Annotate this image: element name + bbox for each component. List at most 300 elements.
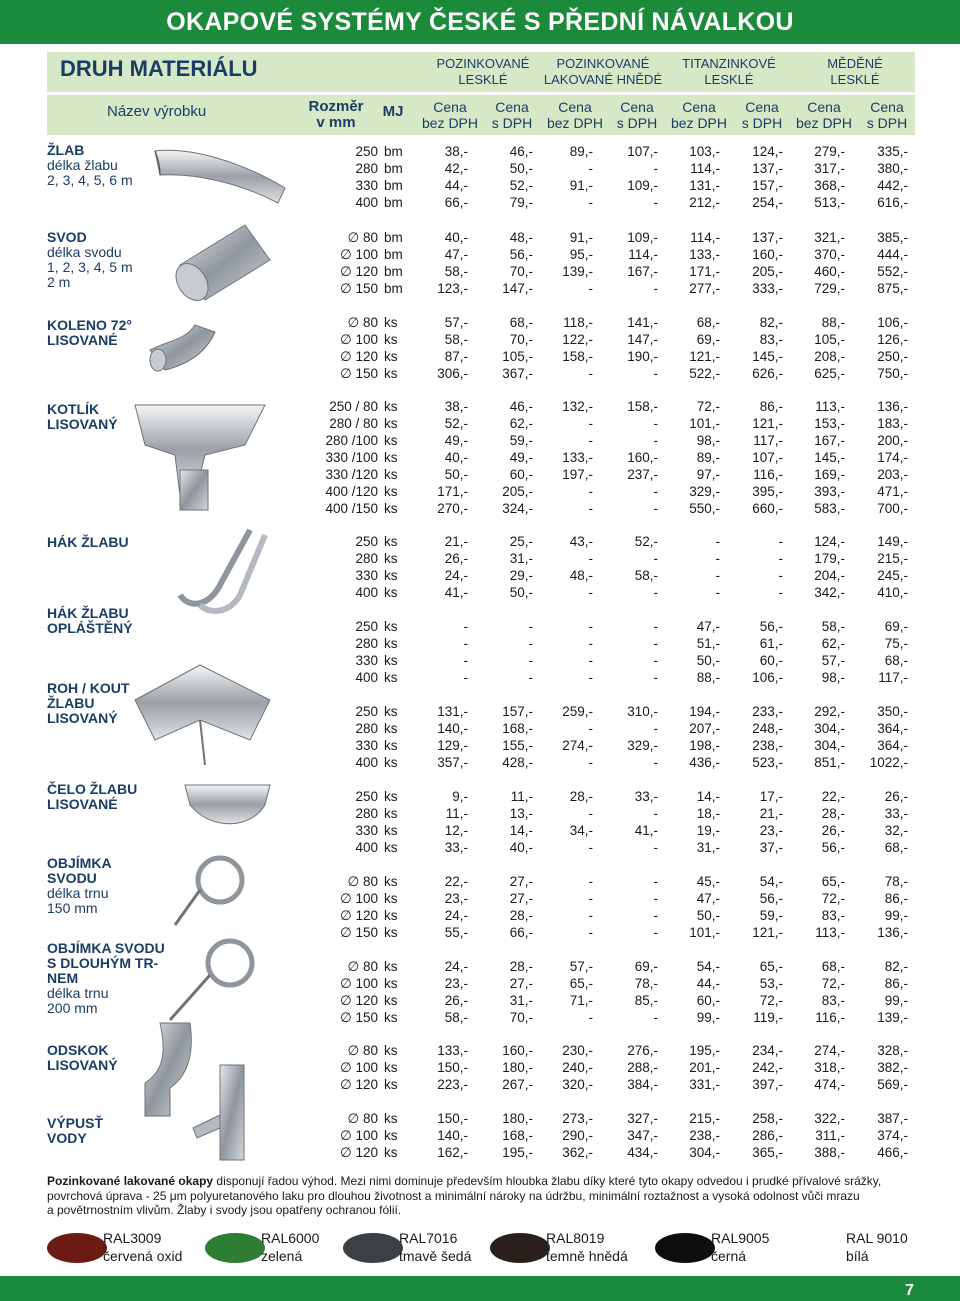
cell-unit: ks [384,636,398,651]
cell-price: - [653,1010,658,1025]
cell-price: - [588,195,593,210]
cell-price: 117,- [878,670,908,685]
cell-unit: ks [384,738,398,753]
cell-price: 306,- [437,366,468,381]
cell-price: 99,- [884,908,908,923]
cell-price: 198,- [689,738,720,753]
cell-price: 729,- [814,281,845,296]
cell-price: 56,- [759,619,783,634]
cell-size: ∅ 150 [339,925,378,940]
footnote-line2: povrchová úprava - 25 μm polyuretanového laku pro dlouhou životnost a minimální nároky na údržbu, minimální roztažnost a vysoká odolnost vůči mrazu [47,1188,860,1203]
cell-price: 240,- [562,1060,593,1075]
cell-price: 68,- [821,959,845,974]
color-label [103,1229,182,1265]
cell-price: 28,- [509,959,533,974]
cell-price: 9,- [452,789,468,804]
product-name: SVOD [47,229,87,245]
cell-price: 58,- [634,568,658,583]
rozmer-header [300,99,372,131]
cell-price: 158,- [627,399,658,414]
cell-price: 18,- [696,806,720,821]
cell-price: - [778,551,783,566]
cell-price: 98,- [821,670,845,685]
price-header-cena: Cena [433,99,467,115]
cell-price: 304,- [814,721,845,736]
color-name: bílá [846,1248,869,1264]
cell-price: 75,- [884,636,908,651]
cell-price: 145,- [752,349,783,364]
cell-price: 569,- [877,1077,908,1092]
cell-price: 17,- [759,789,783,804]
cell-price: 160,- [627,450,658,465]
cell-price: 140,- [437,721,468,736]
cell-price: 342,- [814,585,845,600]
cell-price: 1022,- [869,755,908,770]
cell-size: 280 [355,636,378,651]
cell-price: 140,- [437,1128,468,1143]
cell-price: 31,- [509,993,533,1008]
table-row [0,1127,960,1144]
cell-price: 550,- [689,501,720,516]
cell-price: 133,- [562,450,593,465]
cell-unit: ks [384,349,398,364]
rozmer-line2: v mm [316,114,356,131]
cell-unit: ks [384,908,398,923]
cell-price: - [653,653,658,668]
cell-price: 114,- [628,247,658,262]
cell-price: 329,- [689,484,720,499]
cell-price: 33,- [884,806,908,821]
cell-unit: ks [384,484,398,499]
cell-price: 88,- [696,670,720,685]
cell-price: - [653,484,658,499]
cell-unit: ks [384,1010,398,1025]
cell-price: - [653,636,658,651]
cell-size: 250 [355,534,378,549]
cell-price: - [653,501,658,516]
footnote-line1 [47,1174,907,1189]
cell-price: - [588,840,593,855]
table-row [0,992,960,1009]
cell-price: 374,- [877,1128,908,1143]
cell-price: 317,- [814,161,845,176]
price-header-1 [421,99,479,131]
cell-price: 471,- [877,484,908,499]
cell-price: 26,- [821,823,845,838]
price-header-bez-dph: bez DPH [421,115,479,131]
cell-price: 31,- [696,840,720,855]
cell-size: 400 [355,585,378,600]
cell-price: 137,- [752,230,783,245]
cell-price: 428,- [502,755,533,770]
cell-price: 28,- [509,908,533,923]
cell-price: 68,- [509,315,533,330]
cell-price: 160,- [752,247,783,262]
cell-unit: ks [384,534,398,549]
cell-price: - [588,806,593,821]
cell-price: - [653,840,658,855]
material-4-line1: MĚDĚNÉ [827,56,883,71]
cell-price: 385,- [877,230,908,245]
cell-price: 21,- [759,806,783,821]
cell-size: 330 [355,823,378,838]
cell-price: - [653,585,658,600]
cell-price: 357,- [437,755,468,770]
cell-size: ∅ 80 [347,230,378,245]
cell-price: 442,- [877,178,908,193]
price-header-bez-dph: bez DPH [795,115,853,131]
cell-price: 71,- [569,993,593,1008]
cell-price: 50,- [696,653,720,668]
product-desc: délka svodu [47,244,122,260]
cell-price: 388,- [814,1145,845,1160]
cell-price: 54,- [759,874,783,889]
price-header-7 [795,99,853,131]
color-code: RAL8019 [546,1230,605,1246]
cell-price: - [588,551,593,566]
cell-price: 14,- [696,789,720,804]
cell-price: 50,- [444,467,468,482]
cell-price: 69,- [634,959,658,974]
cell-price: 51,- [696,636,720,651]
cell-price: - [778,585,783,600]
cell-price: - [588,670,593,685]
material-header-3 [669,56,789,88]
cell-price: - [653,195,658,210]
cell-unit: bm [384,178,403,193]
cell-price: 56,- [509,247,533,262]
cell-price: 155,- [502,738,533,753]
product-name: KOTLÍK [47,401,100,417]
cell-price: 347,- [627,1128,658,1143]
cell-unit: ks [384,433,398,448]
color-chip [490,1233,550,1263]
cell-price: 318,- [814,1060,845,1075]
cell-price: 147,- [627,332,658,347]
color-code: RAL 9010 [846,1230,908,1246]
product-name: ROH / KOUT [47,680,130,696]
table-row [0,975,960,992]
cell-unit: ks [384,399,398,414]
cell-price: 88,- [821,315,845,330]
cell-price: 208,- [814,349,845,364]
cell-price: 121,- [752,925,783,940]
product-desc: LISOVANÉ [47,332,118,348]
color-code: RAL3009 [103,1230,162,1246]
table-row [0,194,960,211]
cell-unit: bm [384,230,403,245]
cell-unit: ks [384,366,398,381]
cell-unit: ks [384,585,398,600]
cell-price: - [653,161,658,176]
cell-price: 179,- [814,551,845,566]
cell-price: 65,- [821,874,845,889]
cell-price: - [528,653,533,668]
cell-price: 86,- [759,399,783,414]
table-row [0,246,960,263]
cell-price: - [653,755,658,770]
price-header-3 [546,99,604,131]
cell-price: 70,- [509,264,533,279]
cell-price: 370,- [814,247,845,262]
cell-price: 167,- [627,264,658,279]
table-row [0,955,960,975]
cell-price: 331,- [689,1077,720,1092]
page-title: OKAPOVÉ SYSTÉMY ČESKÉ S PŘEDNÍ NÁVALKOU [0,0,960,44]
cell-price: 29,- [509,568,533,583]
cell-price: 106,- [877,315,908,330]
cell-price: - [653,806,658,821]
price-header-cena: Cena [870,99,904,115]
cell-price: 25,- [509,534,533,549]
cell-price: 116,- [815,1010,845,1025]
cell-price: - [588,874,593,889]
cell-price: 160,- [502,1043,533,1058]
cell-price: 34,- [569,823,593,838]
cell-price: - [588,433,593,448]
product-name: KOLENO 72° [47,317,132,333]
cell-price: 98,- [696,433,720,448]
cell-price: 273,- [562,1111,593,1126]
table-row [0,870,960,890]
cell-price: 41,- [444,585,468,600]
cell-price: 27,- [509,891,533,906]
cell-price: 122,- [562,332,593,347]
cell-price: 53,- [759,976,783,991]
cell-price: 169,- [814,467,845,482]
cell-unit: bm [384,281,403,296]
cell-price: 304,- [814,738,845,753]
cell-price: - [653,891,658,906]
cell-unit: ks [384,1077,398,1092]
cell-price: - [588,585,593,600]
cell-price: 195,- [689,1043,720,1058]
cell-price: 33,- [634,789,658,804]
cell-size: 400 [355,195,378,210]
table-row [0,907,960,924]
cell-unit: ks [384,823,398,838]
cell-price: - [653,721,658,736]
cell-price: 57,- [444,315,468,330]
cell-price: 380,- [877,161,908,176]
cell-price: 40,- [509,840,533,855]
cell-price: 44,- [444,178,468,193]
cell-price: 78,- [634,976,658,991]
cell-price: 47,- [696,619,720,634]
cell-price: 292,- [814,704,845,719]
cell-price: 254,- [752,195,783,210]
product-desc: ŽLABU [47,695,95,711]
cell-price: 552,- [877,264,908,279]
cell-unit: bm [384,144,403,159]
cell-price: 85,- [634,993,658,1008]
cell-price: 434,- [627,1145,658,1160]
cell-unit: ks [384,1060,398,1075]
cell-price: 91,- [569,230,593,245]
cell-price: 183,- [877,416,908,431]
cell-unit: ks [384,1111,398,1126]
cell-price: 60,- [509,467,533,482]
cell-price: 19,- [696,823,720,838]
cell-price: 60,- [696,993,720,1008]
cell-unit: ks [384,501,398,516]
cell-price: 436,- [689,755,720,770]
cell-price: 40,- [444,450,468,465]
product-desc: NEM [47,970,79,986]
cell-price: 238,- [752,738,783,753]
cell-price: 31,- [509,551,533,566]
cell-price: 50,- [509,161,533,176]
cell-price: 367,- [502,366,533,381]
table-row [0,890,960,907]
cell-price: - [588,891,593,906]
cell-price: 61,- [759,636,783,651]
cell-price: 368,- [814,178,845,193]
cell-size: 280 [355,806,378,821]
color-label [711,1229,769,1265]
product-desc: LISOVANÉ [47,796,118,812]
cell-size: ∅ 120 [339,1077,378,1092]
cell-unit: ks [384,653,398,668]
cell-size: 330 [355,178,378,193]
cell-price: 60,- [759,653,783,668]
price-header-s-dph: s DPH [866,115,908,131]
cell-price: 101,- [689,925,720,940]
cell-price: 321,- [814,230,845,245]
cell-price: 45,- [696,874,720,889]
cell-price: 101,- [689,416,720,431]
cell-price: - [588,908,593,923]
cell-price: 82,- [884,959,908,974]
cell-price: 95,- [569,247,593,262]
cell-size: 250 [355,704,378,719]
table-row [0,924,960,941]
cell-price: 21,- [444,534,468,549]
footnote [47,1174,907,1218]
cell-price: 157,- [752,178,783,193]
cell-size: 250 [355,789,378,804]
cell-price: 276,- [627,1043,658,1058]
cell-price: - [653,874,658,889]
cell-price: 113,- [815,399,845,414]
product-desc: LISOVANÝ [47,1057,118,1073]
cell-price: 382,- [877,1060,908,1075]
cell-size: ∅ 150 [339,1010,378,1025]
cell-price: 204,- [814,568,845,583]
gutter-end-image [180,775,275,835]
cell-price: 58,- [444,264,468,279]
cell-unit: ks [384,755,398,770]
table-row [0,229,960,246]
nazev-vyrobku-header: Název výrobku [107,103,207,120]
price-header-5 [670,99,728,131]
cell-price: 55,- [444,925,468,940]
cell-price: 27,- [509,976,533,991]
cell-price: 13,- [509,806,533,821]
cell-price: - [653,366,658,381]
cell-price: - [588,721,593,736]
cell-price: - [588,619,593,634]
cell-price: 109,- [627,230,658,245]
cell-price: 82,- [759,315,783,330]
cell-unit: bm [384,161,403,176]
cell-price: - [588,636,593,651]
table-row [0,280,960,297]
cell-unit: ks [384,874,398,889]
cell-price: 195,- [502,1145,533,1160]
cell-price: 162,- [437,1145,468,1160]
cell-unit: ks [384,467,398,482]
cell-price: 58,- [821,619,845,634]
cell-size: 400 [355,755,378,770]
material-1-line1: POZINKOVANÉ [436,56,530,71]
cell-price: 106,- [752,670,783,685]
cell-price: 750,- [877,366,908,381]
cell-price: 145,- [814,450,845,465]
cell-unit: ks [384,332,398,347]
cell-size: 250 [355,144,378,159]
cell-price: 86,- [884,976,908,991]
hook-image [160,525,270,615]
cell-price: 153,- [814,416,845,431]
color-label [546,1229,628,1265]
product-desc: délka žlabu [47,157,118,173]
cell-price: 70,- [509,1010,533,1025]
table-row [0,177,960,194]
price-header-4 [608,99,666,131]
cell-price: 660,- [752,501,783,516]
cell-price: 117,- [753,433,783,448]
cell-unit: ks [384,1128,398,1143]
cell-price: 238,- [689,1128,720,1143]
price-header-s-dph: s DPH [741,115,783,131]
cell-unit: ks [384,891,398,906]
cell-size: ∅ 150 [339,281,378,296]
product-desc: 2 m [47,274,71,290]
cell-price: - [653,281,658,296]
product-name: HÁK ŽLABU [47,534,129,550]
cell-price: 97,- [696,467,720,482]
cell-price: 123,- [437,281,468,296]
cell-price: 290,- [562,1128,593,1143]
cell-price: 522,- [689,366,720,381]
cell-price: - [588,1010,593,1025]
cell-price: 274,- [562,738,593,753]
product-desc: VODY [47,1130,87,1146]
outlet-image [125,395,275,515]
table-row [0,618,960,635]
cell-price: 65,- [569,976,593,991]
price-header-s-dph: s DPH [616,115,658,131]
cell-price: 47,- [444,247,468,262]
cell-price: 22,- [821,789,845,804]
cell-price: 320,- [562,1077,593,1092]
cell-price: 274,- [814,1043,845,1058]
cell-price: 26,- [884,789,908,804]
cell-price: 258,- [752,1111,783,1126]
product-desc: LISOVANÝ [47,416,118,432]
cell-price: 157,- [502,704,533,719]
product-desc: SVODU [47,870,97,886]
cell-price: 286,- [752,1128,783,1143]
cell-price: - [588,281,593,296]
cell-price: 139,- [877,1010,908,1025]
cell-price: 68,- [884,840,908,855]
cell-price: 48,- [509,230,533,245]
cell-price: 33,- [444,840,468,855]
cell-price: 133,- [437,1043,468,1058]
cell-price: 466,- [877,1145,908,1160]
